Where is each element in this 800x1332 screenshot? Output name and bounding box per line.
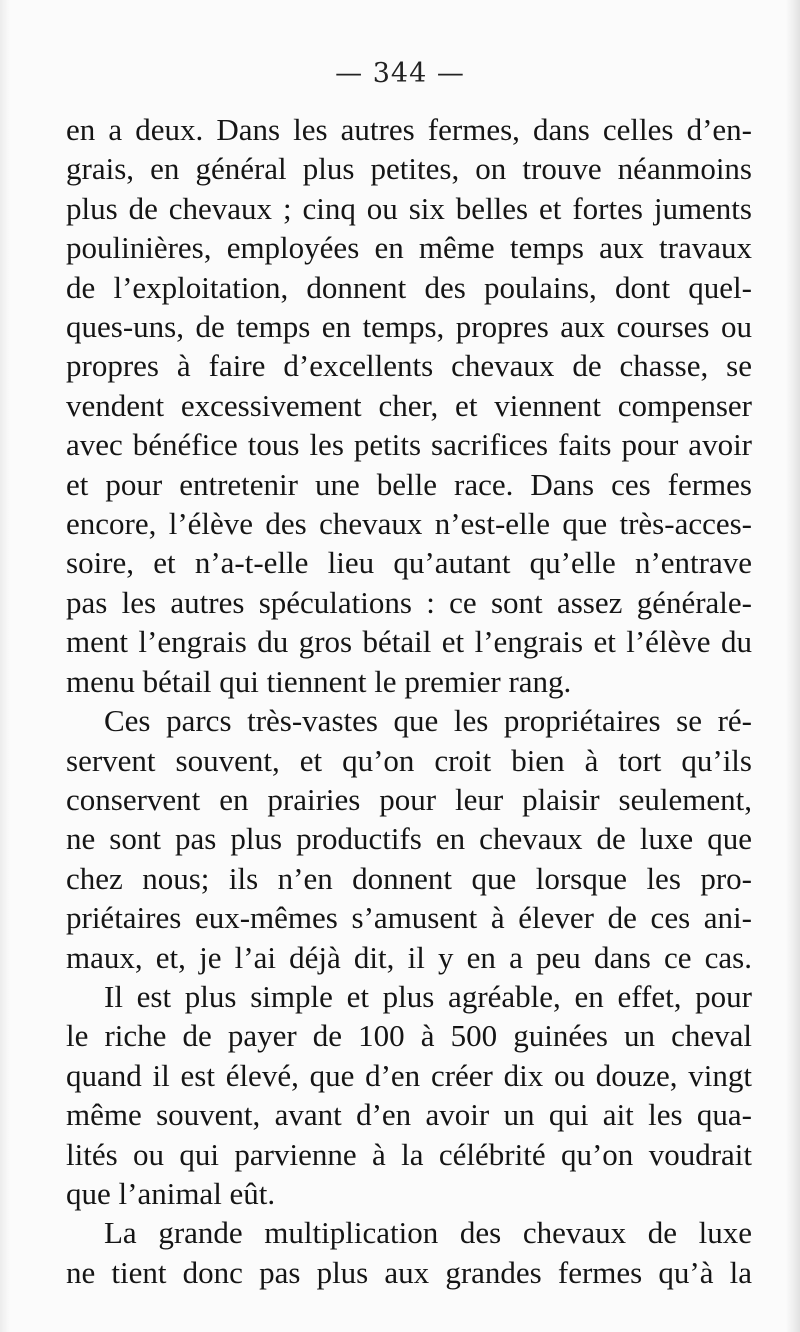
text-line: priétaires eux-mêmes s’amusent à élever de ces ani- <box>66 900 752 936</box>
text-line: en a deux. Dans les autres fermes, dans celles d’en- <box>66 112 752 147</box>
text-line: le riche de payer de 100 à 500 guinées un cheval <box>66 1018 752 1054</box>
text-line: propres à faire d’excellents chevaux de chasse, se <box>66 348 752 384</box>
text-line: encore, l’élève des chevaux n’est-elle que très-acces- <box>66 506 752 542</box>
text-line: soire, et n’a-t-elle lieu qu’autant qu’elle n’entrave <box>66 545 752 581</box>
paragraph-end-line: que l’animal eût. <box>66 1175 276 1211</box>
paragraph-start-line: Ces parcs très-vastes que les propriétaires se ré- <box>104 703 752 739</box>
text-line: chez nous; ils n’en donnent que lorsque les pro- <box>66 860 752 896</box>
body-text <box>66 110 752 1292</box>
text-line: même souvent, avant d’en avoir un qui ait les qua- <box>66 1097 752 1133</box>
text-line: pas les autres spéculations : ce sont assez générale- <box>66 584 752 620</box>
text-line: ne tient donc pas plus aux grandes fermes qu’à la <box>66 1254 752 1290</box>
page-right-edge <box>786 0 800 1332</box>
text-line: conservent en prairies pour leur plaisir seulement, <box>66 781 752 817</box>
text-line: servent souvent, et qu’on croit bien à tort qu’ils <box>66 742 752 778</box>
text-line: lités ou qui parvienne à la célébrité qu’on voudrait <box>66 1136 752 1172</box>
text-line: vendent excessivement cher, et viennent compenser <box>66 387 752 423</box>
text-line: grais, en général plus petites, on trouve néanmoins <box>66 151 752 187</box>
text-line: avec bénéfice tous les petits sacrifices faits pour avoir <box>66 427 752 463</box>
paragraph-start-line: Il est plus simple et plus agréable, en effet, pour <box>104 978 752 1014</box>
paragraph-end-line: maux, et, je l’ai déjà dit, il y en a peu dans ce cas. <box>66 939 752 975</box>
text-line: poulinières, employées en même temps aux travaux <box>66 230 752 266</box>
text-line: et pour entretenir une belle race. Dans ces fermes <box>66 466 752 502</box>
text-line: ne sont pas plus productifs en chevaux de luxe que <box>66 821 752 857</box>
text-line: plus de chevaux ; cinq ou six belles et fortes juments <box>66 190 752 226</box>
page-number: — 344 — <box>335 58 465 89</box>
paragraph-start-line: La grande multiplication des chevaux de luxe <box>104 1215 752 1251</box>
paragraph-end-line: menu bétail qui tiennent le premier rang. <box>66 663 572 699</box>
text-line: de l’exploitation, donnent des poulains, dont quel- <box>66 269 752 305</box>
text-line: ment l’engrais du gros bétail et l’engrais et l’élève du <box>66 624 752 660</box>
text-line: ques-uns, de temps en temps, propres aux courses ou <box>66 309 752 345</box>
page-left-edge <box>0 0 10 1332</box>
text-line: quand il est élevé, que d’en créer dix ou douze, vingt <box>66 1057 752 1093</box>
